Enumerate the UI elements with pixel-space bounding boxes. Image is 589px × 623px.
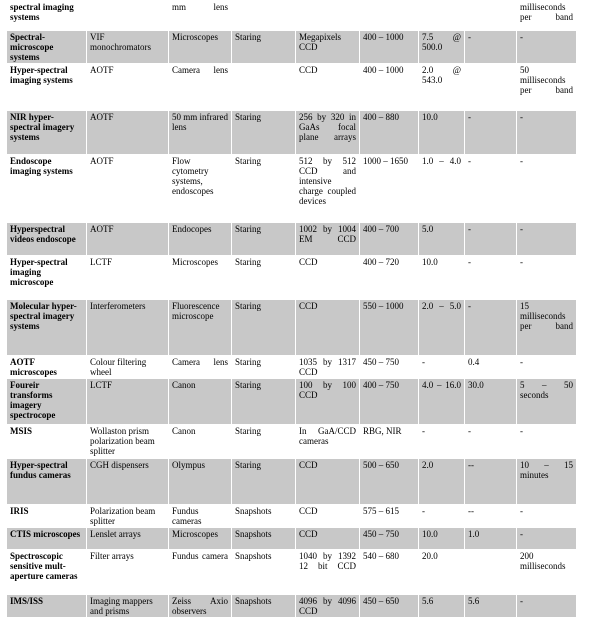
- table-cell: -: [465, 425, 517, 459]
- table-cell: Polarization beam splitter: [87, 505, 169, 528]
- table-cell: AOTF: [87, 111, 169, 155]
- table-cell: 4096 by 4096 CCD: [296, 595, 360, 618]
- table-cell: Fundus camera: [169, 550, 232, 595]
- table-cell: milliseconds per band: [517, 1, 577, 31]
- table-cell: -: [517, 223, 577, 256]
- table-cell: spectral imaging systems: [7, 1, 87, 31]
- table-cell: 540 – 680: [360, 550, 419, 595]
- table-cell: 7.5 @ 500.0: [419, 31, 465, 64]
- table-cell: Molecular hyper-spectral imagery systems: [7, 300, 87, 356]
- table-cell: --: [465, 459, 517, 505]
- table-cell: VIF monochromators: [87, 31, 169, 64]
- table-cell: Staring: [232, 31, 296, 64]
- table-cell: 1002 by 1004 EM CCD: [296, 223, 360, 256]
- table-row: [7, 256, 577, 300]
- table-cell: [419, 1, 465, 31]
- table-cell: -: [465, 223, 517, 256]
- table-cell: 512 by 512 CCD and intensive charge coupled devices: [296, 155, 360, 223]
- table-cell: Colour filtering wheel: [87, 356, 169, 379]
- table-cell: Imaging mappers and prisms: [87, 595, 169, 618]
- table-cell: --: [465, 505, 517, 528]
- table-cell: 400 – 720: [360, 256, 419, 300]
- table-cell: Staring: [232, 223, 296, 256]
- table-cell: Staring: [232, 356, 296, 379]
- table-cell: 5.6: [419, 595, 465, 618]
- table-cell: -: [465, 256, 517, 300]
- table-cell: 15 milliseconds per band: [517, 300, 577, 356]
- table-cell: Microscopes: [169, 528, 232, 550]
- table-cell: -: [517, 425, 577, 459]
- table-cell: Foureir transforms imagery spectrocope: [7, 379, 87, 425]
- table-cell: CGH dispensers: [87, 459, 169, 505]
- table-cell: 10.0: [419, 111, 465, 155]
- table-cell: 450 – 650: [360, 595, 419, 618]
- table-cell: 400 – 880: [360, 111, 419, 155]
- table-cell: Fundus cameras: [169, 505, 232, 528]
- table-cell: 400 – 1000: [360, 31, 419, 64]
- table-cell: Hyper-spectral imaging systems: [7, 64, 87, 111]
- table-body: [7, 1, 577, 618]
- table-cell: -: [465, 300, 517, 356]
- table-cell: Wollaston prism polarization beam splitter: [87, 425, 169, 459]
- table-row: [7, 223, 577, 256]
- table-cell: RBG, NIR: [360, 425, 419, 459]
- table-cell: AOTF microscopes: [7, 356, 87, 379]
- table-row: [7, 379, 577, 425]
- table-cell: Canon: [169, 379, 232, 425]
- table-cell: -: [465, 31, 517, 64]
- table-cell: 256 by 320 in GaAs focal plane arrays: [296, 111, 360, 155]
- table-cell: Olympus: [169, 459, 232, 505]
- table-cell: CCD: [296, 505, 360, 528]
- table-cell: Staring: [232, 111, 296, 155]
- table-row: [7, 64, 577, 111]
- table-cell: LCTF: [87, 256, 169, 300]
- table-cell: Hyper-spectral fundus cameras: [7, 459, 87, 505]
- table-cell: 1040 by 1392 12 bit CCD: [296, 550, 360, 595]
- table-cell: 1000 – 1650: [360, 155, 419, 223]
- table-cell: 400 – 750: [360, 379, 419, 425]
- table-cell: 5 – 50 seconds: [517, 379, 577, 425]
- table-cell: Staring: [232, 256, 296, 300]
- table-cell: Snapshots: [232, 528, 296, 550]
- table-cell: AOTF: [87, 155, 169, 223]
- table-cell: -: [517, 256, 577, 300]
- table-cell: 5.6: [465, 595, 517, 618]
- table-cell: 1035 by 1317 CCD: [296, 356, 360, 379]
- table-cell: 1.0: [465, 528, 517, 550]
- table-cell: [232, 64, 296, 111]
- table-cell: 100 by 100 CCD: [296, 379, 360, 425]
- table-cell: -: [517, 356, 577, 379]
- table-cell: 450 – 750: [360, 356, 419, 379]
- table-cell: -: [517, 528, 577, 550]
- table-row: [7, 550, 577, 595]
- table-cell: -: [419, 425, 465, 459]
- table-cell: Staring: [232, 155, 296, 223]
- table-cell: 2.0 @ 543.0: [419, 64, 465, 111]
- table-cell: Staring: [232, 459, 296, 505]
- table-cell: mm lens: [169, 1, 232, 31]
- table-cell: Lenslet arrays: [87, 528, 169, 550]
- spectral-systems-table: [6, 0, 577, 618]
- table-cell: 400 – 700: [360, 223, 419, 256]
- table-cell: Interferometers: [87, 300, 169, 356]
- table-cell: CCD: [296, 256, 360, 300]
- table-cell: 4.0 – 16.0: [419, 379, 465, 425]
- table-cell: -: [419, 505, 465, 528]
- table-cell: [465, 550, 517, 595]
- table-cell: Camera lens: [169, 356, 232, 379]
- table-cell: Microscopes: [169, 256, 232, 300]
- table-cell: 5.0: [419, 223, 465, 256]
- table-cell: 500 – 650: [360, 459, 419, 505]
- table-cell: Fluorescence microscope: [169, 300, 232, 356]
- table-cell: Filter arrays: [87, 550, 169, 595]
- table-row: [7, 300, 577, 356]
- table-cell: -: [517, 111, 577, 155]
- table-cell: -: [517, 505, 577, 528]
- table-cell: [87, 1, 169, 31]
- table-cell: CCD: [296, 459, 360, 505]
- table-cell: [465, 64, 517, 111]
- table-cell: 10.0: [419, 528, 465, 550]
- table-cell: 10.0: [419, 256, 465, 300]
- table-cell: Staring: [232, 379, 296, 425]
- table-cell: LCTF: [87, 379, 169, 425]
- table-cell: AOTF: [87, 64, 169, 111]
- table-cell: 450 – 750: [360, 528, 419, 550]
- table-cell: IMS/ISS: [7, 595, 87, 618]
- table-cell: IRIS: [7, 505, 87, 528]
- table-cell: [465, 1, 517, 31]
- table-cell: Endoscope imaging systems: [7, 155, 87, 223]
- table-row: [7, 356, 577, 379]
- table-cell: CCD: [296, 300, 360, 356]
- table-cell: [296, 1, 360, 31]
- table-cell: -: [517, 31, 577, 64]
- table-cell: Hyperspectral videos endoscope: [7, 223, 87, 256]
- table-cell: Staring: [232, 300, 296, 356]
- table-cell: Staring: [232, 425, 296, 459]
- table-cell: 50 milliseconds per band: [517, 64, 577, 111]
- table-cell: 0.4: [465, 356, 517, 379]
- table-cell: -: [465, 111, 517, 155]
- table-cell: Camera lens: [169, 64, 232, 111]
- table-cell: -: [517, 595, 577, 618]
- table-cell: 550 – 1000: [360, 300, 419, 356]
- table-row: [7, 31, 577, 64]
- table-cell: 200 milliseconds: [517, 550, 577, 595]
- table-cell: -: [465, 155, 517, 223]
- table-cell: 50 mm infrared lens: [169, 111, 232, 155]
- table-cell: Spectroscopic sensitive mult-aperture cameras: [7, 550, 87, 595]
- table-cell: Snapshots: [232, 550, 296, 595]
- table-cell: Endocopes: [169, 223, 232, 256]
- table-cell: CTIS microscopes: [7, 528, 87, 550]
- table-row: [7, 155, 577, 223]
- table-row: [7, 595, 577, 618]
- table-cell: 2.0: [419, 459, 465, 505]
- table-cell: 10 – 15 minutes: [517, 459, 577, 505]
- table-cell: Microscopes: [169, 31, 232, 64]
- table-cell: Megapixels CCD: [296, 31, 360, 64]
- table-cell: [360, 1, 419, 31]
- table-cell: -: [419, 356, 465, 379]
- table-cell: Zeiss Axio observers: [169, 595, 232, 618]
- table-row: [7, 1, 577, 31]
- table-cell: CCD: [296, 528, 360, 550]
- table-cell: Snapshots: [232, 595, 296, 618]
- table-cell: [232, 1, 296, 31]
- table-cell: 2.0 – 5.0: [419, 300, 465, 356]
- table-cell: Flow cytometry systems, endoscopes: [169, 155, 232, 223]
- table-cell: Snapshots: [232, 505, 296, 528]
- table-cell: -: [517, 155, 577, 223]
- table-cell: Canon: [169, 425, 232, 459]
- table-cell: AOTF: [87, 223, 169, 256]
- table-cell: 30.0: [465, 379, 517, 425]
- table-cell: MSIS: [7, 425, 87, 459]
- table-cell: 575 – 615: [360, 505, 419, 528]
- table-cell: CCD: [296, 64, 360, 111]
- table-cell: 400 – 1000: [360, 64, 419, 111]
- table-cell: Hyper-spectral imaging microscope: [7, 256, 87, 300]
- table-cell: In GaA/CCD cameras: [296, 425, 360, 459]
- table-row: [7, 459, 577, 505]
- table-row: [7, 528, 577, 550]
- table-row: [7, 425, 577, 459]
- table-cell: 20.0: [419, 550, 465, 595]
- table-row: [7, 111, 577, 155]
- table-cell: 1.0 – 4.0: [419, 155, 465, 223]
- table-cell: Spectral-microscope systems: [7, 31, 87, 64]
- table-cell: NIR hyper-spectral imagery systems: [7, 111, 87, 155]
- table-row: [7, 505, 577, 528]
